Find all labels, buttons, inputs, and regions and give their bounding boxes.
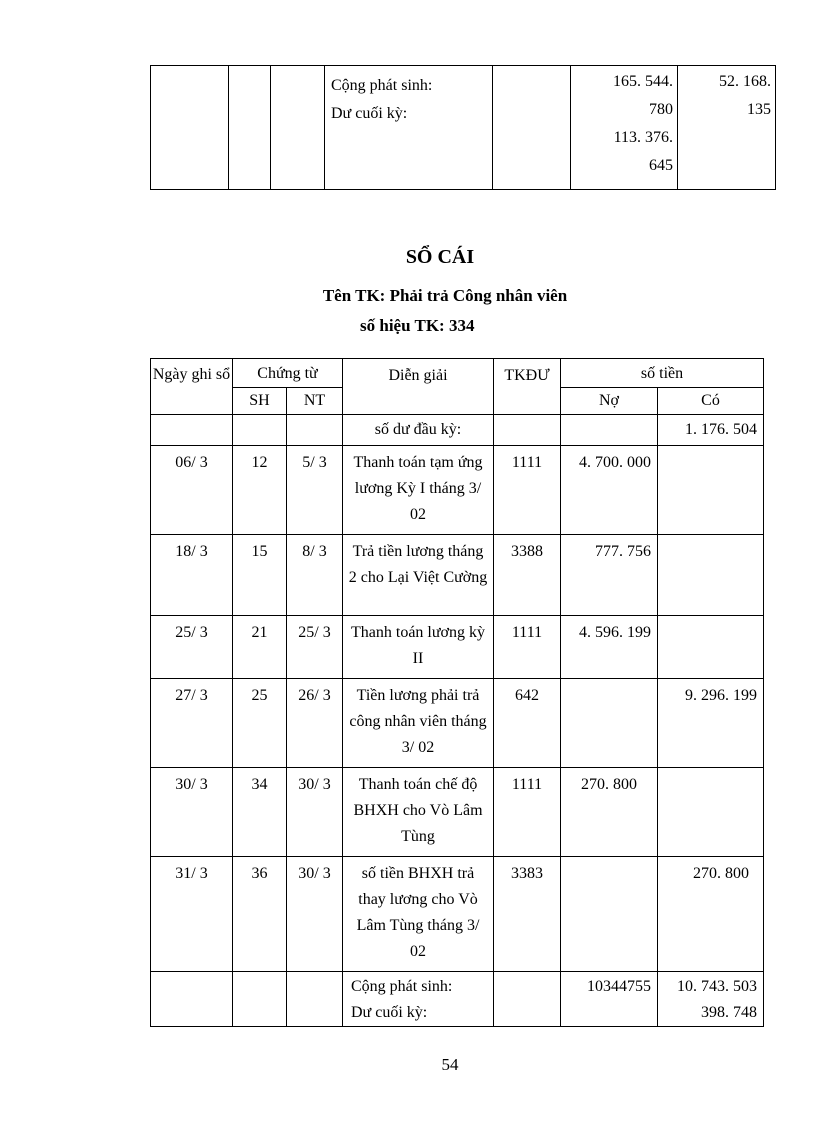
row-description: số tiền BHXH trả thay lương cho Vò Lâm Tùng tháng 3/ 02 xyxy=(343,857,494,972)
opening-debit xyxy=(561,415,658,446)
carryover-credit-cell xyxy=(678,66,776,190)
row-date: 18/ 3 xyxy=(151,535,233,616)
row-description: Thanh toán lương kỳ II xyxy=(343,616,494,679)
row-tkdu: 3383 xyxy=(494,857,561,972)
row-credit xyxy=(658,768,764,857)
table-row xyxy=(151,616,764,679)
totals-label: Cộng phát sinh: xyxy=(351,978,453,995)
header-voucher: Chứng từ xyxy=(233,359,343,388)
row-date: 27/ 3 xyxy=(151,679,233,768)
table-row xyxy=(151,768,764,857)
totals-credit-value: 10. 743. 503 xyxy=(677,978,757,995)
totals-credit xyxy=(658,972,764,1027)
table-row xyxy=(151,535,764,616)
header-amount: số tiền xyxy=(561,359,764,388)
row-date: 30/ 3 xyxy=(151,768,233,857)
account-name: Tên TK: Phải trả Công nhân viên xyxy=(322,286,568,305)
row-nt: 8/ 3 xyxy=(287,535,343,616)
totals-tkdu xyxy=(494,972,561,1027)
row-sh: 15 xyxy=(233,535,287,616)
table-row xyxy=(151,679,764,768)
header-credit: Có xyxy=(658,388,764,415)
row-sh: 34 xyxy=(233,768,287,857)
header-sh: SH xyxy=(233,388,287,415)
carryover-total-label: Cộng phát sinh: xyxy=(331,77,433,94)
totals-sh xyxy=(233,972,287,1027)
row-credit xyxy=(658,535,764,616)
carryover-debit-cell xyxy=(571,66,678,190)
opening-sh xyxy=(233,415,287,446)
row-date: 25/ 3 xyxy=(151,616,233,679)
row-debit xyxy=(561,679,658,768)
row-tkdu: 1111 xyxy=(494,446,561,535)
totals-date xyxy=(151,972,233,1027)
row-date: 06/ 3 xyxy=(151,446,233,535)
carryover-credit-line2: 135 xyxy=(747,101,771,118)
opening-date xyxy=(151,415,233,446)
row-debit: 270. 800 xyxy=(561,768,658,857)
carryover-table xyxy=(150,65,776,190)
page-number: 54 xyxy=(441,1055,459,1074)
row-nt: 30/ 3 xyxy=(287,857,343,972)
carryover-debit-line2: 780 xyxy=(649,101,673,118)
row-description: Trả tiền lương tháng 2 cho Lại Việt Cường xyxy=(343,535,494,616)
row-tkdu: 1111 xyxy=(494,616,561,679)
row-nt: 25/ 3 xyxy=(287,616,343,679)
totals-row xyxy=(151,972,764,1027)
closing-credit-value: 398. 748 xyxy=(701,1004,757,1021)
carryover-debit-line4: 645 xyxy=(649,157,673,174)
row-sh: 25 xyxy=(233,679,287,768)
row-nt: 26/ 3 xyxy=(287,679,343,768)
totals-description xyxy=(343,972,494,1027)
totals-nt xyxy=(287,972,343,1027)
carryover-debit-line1: 165. 544. xyxy=(613,73,673,90)
carryover-debit-line3: 113. 376. xyxy=(613,129,673,146)
row-credit xyxy=(658,446,764,535)
row-debit: 4. 596. 199 xyxy=(561,616,658,679)
opening-row xyxy=(151,415,764,446)
row-debit xyxy=(561,857,658,972)
row-credit: 270. 800 xyxy=(658,857,764,972)
row-credit xyxy=(658,616,764,679)
row-nt: 5/ 3 xyxy=(287,446,343,535)
row-tkdu: 1111 xyxy=(494,768,561,857)
row-tkdu: 642 xyxy=(494,679,561,768)
row-description: Thanh toán tạm ứng lương Kỳ I tháng 3/ 02 xyxy=(343,446,494,535)
carryover-row xyxy=(151,66,776,190)
row-debit: 4. 700. 000 xyxy=(561,446,658,535)
ledger-table xyxy=(150,358,764,1027)
carryover-sh-cell xyxy=(229,66,271,190)
row-sh: 36 xyxy=(233,857,287,972)
row-sh: 21 xyxy=(233,616,287,679)
carryover-nt-cell xyxy=(271,66,325,190)
header-tkdu: TKĐƯ xyxy=(494,359,561,415)
opening-credit: 1. 176. 504 xyxy=(658,415,764,446)
row-credit: 9. 296. 199 xyxy=(658,679,764,768)
header-description: Diễn giải xyxy=(343,359,494,415)
carryover-date-cell xyxy=(151,66,229,190)
header-nt: NT xyxy=(287,388,343,415)
opening-tkdu xyxy=(494,415,561,446)
ledger-title: SỔ CÁI xyxy=(405,246,475,268)
row-description: Thanh toán chế độ BHXH cho Vò Lâm Tùng xyxy=(343,768,494,857)
carryover-tkdu-cell xyxy=(493,66,571,190)
row-nt: 30/ 3 xyxy=(287,768,343,857)
carryover-closing-label: Dư cuối kỳ: xyxy=(331,105,408,122)
opening-label: số dư đầu kỳ: xyxy=(343,415,494,446)
carryover-desc-cell xyxy=(325,66,493,190)
account-code: số hiệu TK: 334 xyxy=(360,316,475,335)
row-tkdu: 3388 xyxy=(494,535,561,616)
header-row xyxy=(151,359,764,388)
opening-nt xyxy=(287,415,343,446)
totals-debit: 10344755 xyxy=(561,972,658,1027)
carryover-credit-line1: 52. 168. xyxy=(719,73,771,90)
closing-label: Dư cuối kỳ: xyxy=(351,1004,428,1021)
table-row xyxy=(151,446,764,535)
header-debit: Nợ xyxy=(561,388,658,415)
row-debit: 777. 756 xyxy=(561,535,658,616)
row-date: 31/ 3 xyxy=(151,857,233,972)
row-description: Tiền lương phải trả công nhân viên tháng 3/ 02 xyxy=(343,679,494,768)
header-date: Ngày ghi sổ xyxy=(151,359,233,415)
table-row xyxy=(151,857,764,972)
row-sh: 12 xyxy=(233,446,287,535)
